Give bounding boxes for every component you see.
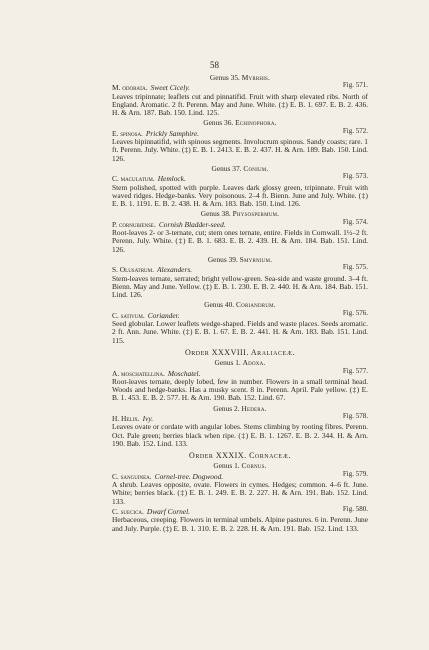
- genus-heading: [112, 210, 368, 218]
- species-common-name: Hemlock.: [157, 174, 186, 184]
- species-description: Herbaceous, creeping. Flowers in terminal umbels. Alpine pastures. 6 in. Perenn. June and July. Purple. (‡) E. B. 1. 310. E. B. 2. 228. H. & Arn. 191. Bab. 152. Lind. 133.: [112, 515, 368, 533]
- genus-label: Genus 37.: [211, 163, 242, 173]
- genus-name: Physospermum.: [232, 209, 280, 219]
- figure-number: Fig. 574.: [342, 217, 368, 226]
- species-common-name: Prickly Samphire.: [145, 128, 199, 138]
- species-description: A shrub. Leaves opposite, ovate. Flowers in cymes. Hedges; common. 4–6 ft. June. White; berries black. (‡) E. B. 1. 249. E. B. 2. 227. H. & Arn. 191. Bab. 152. Lind. 133.: [112, 480, 368, 506]
- species-heading: [112, 81, 368, 93]
- species-heading: [112, 126, 368, 138]
- genus-heading: [112, 405, 368, 413]
- genus-label: Genus 1.: [213, 461, 240, 471]
- species-common-name: Ivy.: [142, 413, 154, 423]
- species-entry: [112, 469, 368, 506]
- species-common-name: Cornish Bladder-seed.: [158, 219, 226, 229]
- genus-label: Genus 2.: [213, 403, 240, 413]
- species-heading: [112, 469, 368, 481]
- species-entry: [112, 366, 368, 403]
- genus-name: Cornus.: [241, 461, 267, 471]
- species-scientific-name: E. spinosa.: [112, 128, 143, 138]
- figure-number: Fig. 578.: [342, 411, 368, 420]
- genus-heading: [112, 301, 368, 309]
- genus-name: Myrrhis.: [241, 73, 271, 82]
- species-entry: [112, 263, 368, 300]
- genus-label: Genus 36.: [203, 118, 234, 128]
- species-description: Root-leaves 2- or 3-ternate, cut; stem ones ternate, entire. Fields in Cornwall. 1½–2 ft. Perenn. July. White. (‡) E. B. 1. 683. E. B. 2. 439. H. & Arn. 184. Bab. 151. Lind. 126.: [112, 228, 368, 254]
- species-entry: [112, 126, 368, 163]
- species-scientific-name: C. suecica.: [112, 506, 144, 516]
- genus-name: Smyrnium.: [239, 254, 273, 264]
- species-heading: [112, 217, 368, 229]
- species-heading: [112, 263, 368, 275]
- genus-heading: [112, 359, 368, 367]
- species-scientific-name: H. Helix.: [112, 413, 140, 423]
- species-common-name: Cornel-tree. Dogwood.: [154, 471, 224, 481]
- species-scientific-name: S. Olusatrum.: [112, 265, 154, 275]
- figure-number: Fig. 577.: [342, 366, 368, 375]
- genus-label: Genus 39.: [207, 254, 238, 264]
- genus-heading: [112, 74, 368, 82]
- species-scientific-name: A. moschatellina.: [112, 368, 165, 378]
- genus-heading: [112, 119, 368, 127]
- species-heading: [112, 366, 368, 378]
- species-common-name: Coriander.: [147, 310, 180, 320]
- species-common-name: Dwarf Cornel.: [146, 506, 190, 516]
- species-entry: [112, 308, 368, 345]
- species-scientific-name: C. maculatum.: [112, 174, 155, 184]
- species-scientific-name: C. sativum.: [112, 310, 145, 320]
- figure-number: Fig. 573.: [342, 172, 368, 181]
- page-number: 58: [210, 60, 219, 70]
- figure-number: Fig. 575.: [342, 263, 368, 272]
- figure-number: Fig. 571.: [342, 81, 368, 90]
- species-entry: [112, 81, 368, 118]
- species-description: Leaves bipinnatifid, with spinous segments. Involucrum spinous. Sandy coasts; rare. 1 ft. Perenn. July. White. (‡) E. B. 1. 2413. E. B. 2. 437. H. & Arn. 189. Bab. 150. Lind. 126.: [112, 137, 368, 163]
- species-common-name: Alexanders.: [156, 265, 193, 275]
- species-common-name: Sweet Cicely.: [150, 83, 191, 93]
- species-description: Root-leaves ternate, deeply lobed, few in number. Flowers in a small terminal head. Woods and hedge-banks. Has a musky scent. 8 in. Perenn. April. Pale yellow. (‡) E. B. 1. 453. E. B. 2. 577. H. & Arn. 190. Bab. 152. Lind. 67.: [112, 376, 368, 403]
- genus-name: Adoxa.: [242, 358, 266, 368]
- genus-label: Genus 35.: [209, 73, 240, 82]
- figure-number: Fig. 572.: [342, 126, 368, 135]
- figure-number: Fig. 579.: [342, 469, 368, 478]
- genus-name: Conium.: [243, 163, 269, 173]
- species-common-name: Moschatel.: [167, 368, 201, 378]
- species-heading: [112, 172, 368, 184]
- genus-heading: [112, 256, 368, 264]
- figure-number: Fig. 580.: [342, 504, 368, 513]
- species-scientific-name: M. odorata.: [112, 83, 148, 93]
- species-description: Leaves ovate or cordate with angular lobes. Stems climbing by rooting fibres. Perenn. Oct. Pale green; berries black when ripe. (‡) E. B. 1. 1267. E. B. 2. 344. H. & Arn. 190. Bab. 152. Lind. 133.: [112, 422, 368, 448]
- page-content: [112, 72, 368, 533]
- species-heading: [112, 411, 368, 423]
- species-entry: [112, 217, 368, 254]
- genus-name: Hedera.: [241, 403, 267, 413]
- order-heading: Order XXXIX. Cornaceæ.: [189, 451, 291, 461]
- species-heading: [112, 504, 368, 516]
- order-heading: Order XXXVIII. Araliaceæ.: [184, 347, 296, 357]
- genus-heading: [112, 165, 368, 173]
- genus-name: Echinophora.: [235, 118, 277, 128]
- species-description: Stem polished, spotted with purple. Leaves dark glossy green, tripinnate. Fruit with waved ridges. Hedge-banks. Very poisonous. 2–4 ft. Bienn. June and July. White. (‡) E. B. 1. 1191. E. B. 2. 438. H. & Arn. 183. Bab. 150. Lind. 126.: [112, 182, 368, 209]
- species-entry: [112, 411, 368, 448]
- genus-label: Genus 38.: [200, 209, 231, 219]
- genus-name: Coriandrum.: [236, 300, 276, 310]
- species-scientific-name: C. sanguinea.: [112, 471, 152, 481]
- species-entry: [112, 172, 368, 209]
- species-description: Stem-leaves ternate, serrated; bright yellow-green. Sea-side and waste ground. 3–4 ft. Bienn. May and June. Yellow. (‡) E. B. 1. 230. E. B. 2. 440. H. & Arn. 184. Bab. 151. Lind. 126.: [112, 273, 368, 300]
- genus-heading: [112, 462, 368, 470]
- species-scientific-name: P. cornubiense.: [112, 219, 156, 229]
- species-description: Seed globular. Lower leaflets wedge-shaped. Fields and waste places. Seeds aromatic. 2 ft. Ann. June. White. (‡) E. B. 1. 67. E. B. 2. 441. H. & Arn. 183. Bab. 151. Lind. 115.: [112, 319, 368, 345]
- genus-label: Genus 1.: [214, 358, 241, 368]
- species-description: Leaves tripinnate; leaflets cut and pinnatifid. Fruit with sharp elevated ribs. North of England. Aromatic. 2 ft. Perenn. May and June. White. (‡) E. B. 1. 697. E. B. 2. 436. H. & Arn. 187. Bab. 150. Lind. 125.: [112, 91, 368, 118]
- species-heading: [112, 308, 368, 320]
- species-entry: [112, 504, 368, 533]
- genus-label: Genus 40.: [204, 300, 235, 310]
- figure-number: Fig. 576.: [342, 308, 368, 317]
